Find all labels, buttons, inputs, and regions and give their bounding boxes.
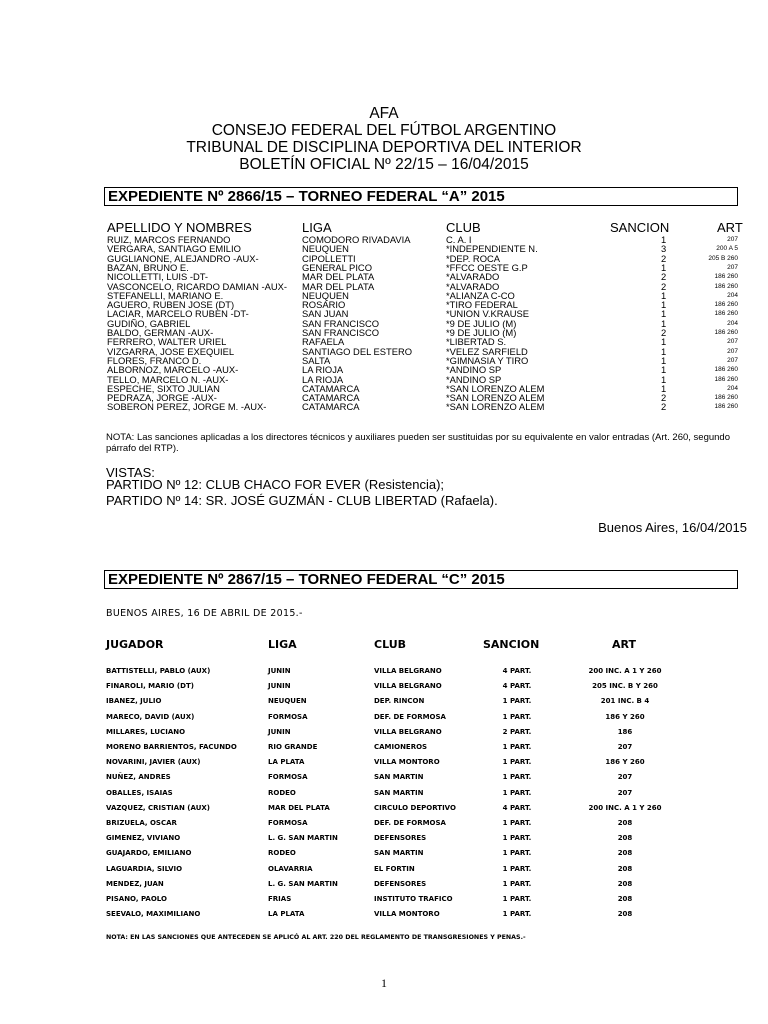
player-club: *FFCC OESTE G.P [446, 261, 528, 273]
player-name: GUAJARDO, EMILIANO [106, 849, 192, 858]
player-club: *DEP. ROCA [446, 252, 501, 264]
player-club: *ALIANZA C-CO [446, 289, 515, 301]
table-row [0, 665, 768, 677]
player-name: RUIZ, MARCOS FERNANDO [107, 234, 231, 245]
player-sancion: 1 [661, 261, 667, 273]
player-art: 207 [617, 743, 633, 751]
player-club: *9 DE JULIO (M) [446, 317, 517, 329]
player-liga: L. G. SAN MARTIN [268, 879, 338, 888]
player-name: VASCONCELO, RICARDO DAMIAN -AUX- [107, 280, 288, 292]
col-header-club-2: CLUB [374, 638, 407, 651]
player-sancion: 1 PART. [502, 743, 532, 751]
player-art: 208 [617, 864, 633, 873]
player-art: 205 INC. B Y 260 [592, 682, 658, 691]
player-art: 200 INC. A 1 Y 260 [588, 667, 662, 675]
vistas-label: VISTAS: [106, 465, 155, 480]
player-name: LACIAR, MARCELO RUBEN -DT- [107, 308, 249, 320]
player-art: 207 [727, 338, 738, 346]
player-sancion: 1 PART. [502, 879, 532, 888]
player-liga: RODEO [268, 849, 296, 858]
table-row [0, 756, 768, 768]
player-sancion: 1 PART. [502, 758, 532, 767]
player-name: GUDIÑO, GABRIEL [107, 317, 191, 329]
player-club: *SAN LORENZO ALEM [446, 401, 545, 413]
player-liga: CIPOLLETTI [302, 252, 356, 264]
table-row [0, 787, 768, 799]
player-name: SEEVALO, MAXIMILIANO [106, 910, 201, 919]
player-club: SAN MARTIN [374, 788, 424, 797]
player-club: VILLA BELGRANO [374, 727, 442, 736]
player-name: BAZAN, BRUNO E. [107, 261, 189, 273]
player-name: VAZQUEZ, CRISTIAN (AUX) [106, 803, 210, 812]
player-art: 200 INC. A 1 Y 260 [588, 803, 662, 812]
page-number: 1 [381, 976, 387, 990]
player-name: MARECO, DAVID (AUX) [106, 712, 195, 721]
player-sancion: 2 [661, 271, 667, 283]
player-club: DEF. DE FORMOSA [374, 712, 446, 721]
player-liga: SANTIAGO DEL ESTERO [302, 345, 413, 357]
player-club: *VELEZ SARFIELD [446, 345, 528, 357]
player-liga: CATAMARCA [302, 382, 360, 394]
header-consejo: CONSEJO FEDERAL DEL FÚTBOL ARGENTINO [211, 122, 557, 139]
col-header-sancion-2: SANCION [483, 638, 540, 651]
player-sancion: 1 PART. [502, 773, 532, 782]
table-row [0, 878, 768, 890]
player-name: LAGUARDIA, SILVIO [106, 864, 183, 873]
player-art: 208 [617, 895, 633, 903]
player-sancion: 4 PART. [502, 667, 532, 675]
vistas-partido-12: PARTIDO Nº 12: CLUB CHACO FOR EVER (Resistencia); [106, 477, 445, 492]
player-liga: COMODORO RIVADAVIA [302, 234, 411, 245]
player-art: 204 [727, 291, 738, 299]
player-liga: LA RIOJA [302, 364, 344, 376]
player-liga: MAR DEL PLATA [268, 803, 330, 812]
player-name: IBANEZ, JULIO [106, 697, 162, 706]
table-row [0, 832, 768, 844]
table-row [0, 847, 768, 859]
player-club: VILLA BELGRANO [374, 682, 442, 691]
player-club: VILLA MONTORO [374, 758, 440, 767]
table-row [0, 817, 768, 829]
player-art: 208 [617, 819, 633, 827]
player-name: OBALLES, ISAIAS [106, 788, 173, 797]
player-art: 200 A 5 [716, 245, 738, 253]
player-sancion: 1 PART. [502, 712, 532, 721]
player-sancion: 1 [661, 373, 667, 385]
player-club: *LIBERTAD S. [446, 336, 507, 348]
player-liga: JUNIN [268, 682, 291, 691]
player-art: 205 B 260 [708, 254, 738, 262]
player-art: 186 260 [714, 375, 738, 383]
player-club: *INDEPENDIENTE N. [446, 243, 538, 255]
player-club: CAMIONEROS [374, 743, 428, 751]
player-liga: CATAMARCA [302, 392, 360, 404]
player-art: 186 260 [714, 273, 738, 281]
col-header-liga-2: LIGA [268, 638, 297, 651]
player-art: 186 Y 260 [605, 712, 645, 721]
player-sancion: 1 PART. [502, 849, 532, 858]
player-art: 186 260 [714, 403, 738, 411]
player-club: SAN MARTIN [374, 849, 424, 858]
player-club: SAN MARTIN [374, 773, 424, 782]
player-liga: RODEO [268, 788, 296, 797]
player-liga: MAR DEL PLATA [302, 271, 375, 283]
player-sancion: 1 [661, 289, 667, 301]
player-art: 207 [617, 773, 633, 782]
player-art: 208 [617, 879, 633, 888]
player-art: 208 [617, 849, 633, 858]
col-header-art: ART [717, 220, 743, 235]
player-art: 207 [617, 788, 633, 797]
col-header-jugador: JUGADOR [106, 638, 164, 651]
note-sanciones: NOTA: Las sanciones aplicadas a los directores técnicos y auxiliares pueden ser sustituidas por su equivalente en valor entradas (Art. 260, segundo párrafo del RTP). [106, 432, 731, 454]
player-name: NICOLLETTI, LUIS -DT- [107, 271, 209, 283]
player-sancion: 2 [661, 252, 667, 264]
player-name: TELLO, MARCELO N. -AUX- [107, 373, 229, 385]
player-liga: SAN FRANCISCO [302, 317, 380, 329]
col-header-club: CLUB [446, 220, 481, 235]
player-sancion: 3 [661, 243, 667, 255]
player-name: MENDEZ, JUAN [106, 879, 164, 888]
table-row [0, 741, 768, 753]
player-liga: RAFAELA [302, 336, 345, 348]
player-sancion: 2 [661, 392, 667, 404]
player-art: 186 260 [714, 301, 738, 309]
player-sancion: 1 [661, 317, 667, 329]
player-sancion: 4 PART. [502, 803, 532, 812]
player-sancion: 1 PART. [502, 788, 532, 797]
player-club: *9 DE JULIO (M) [446, 327, 517, 338]
player-liga: NEUQUEN [302, 243, 349, 255]
table-row [0, 802, 768, 814]
player-liga: L. G. SAN MARTIN [268, 834, 338, 843]
table-row [0, 726, 768, 738]
player-art: 204 [727, 384, 738, 392]
player-sancion: 2 PART. [502, 727, 532, 736]
player-name: NOVARINI, JAVIER (AUX) [106, 758, 201, 767]
player-sancion: 1 PART. [502, 895, 532, 903]
player-club: *TIRO FEDERAL [446, 299, 518, 311]
header-boletin: BOLETÍN OFICIAL Nº 22/15 – 16/04/2015 [239, 156, 529, 173]
player-name: FLORES, FRANCO D. [107, 354, 202, 366]
table-row [0, 863, 768, 875]
header-afa: AFA [369, 105, 399, 122]
vistas-partido-14: PARTIDO Nº 14: SR. JOSÉ GUZMÁN - CLUB LIBERTAD (Rafaela). [106, 493, 498, 508]
player-name: GIMENEZ, VIVIANO [106, 834, 181, 843]
player-name: STEFANELLI, MARIANO E. [107, 289, 224, 301]
player-sancion: 1 [661, 336, 667, 348]
player-sancion: 4 PART. [502, 682, 532, 691]
player-club: *GIMNASIA Y TIRO [446, 354, 529, 366]
col-header-apellido: APELLIDO Y NOMBRES [107, 220, 252, 235]
player-club: VILLA BELGRANO [374, 667, 442, 675]
player-club: *SAN LORENZO ALEM [446, 382, 545, 394]
player-club: *UNION V.KRAUSE [446, 308, 530, 320]
player-liga: CATAMARCA [302, 401, 360, 413]
player-club: *ALVARADO [446, 271, 500, 283]
player-sancion: 1 [661, 382, 667, 394]
player-name: ALBORNOZ, MARCELO -AUX- [107, 364, 239, 376]
player-liga: FRIAS [268, 895, 292, 903]
expediente-2866-title: EXPEDIENTE Nº 2866/15 – TORNEO FEDERAL “A” 2015 [104, 187, 738, 206]
player-liga: LA PLATA [268, 910, 305, 919]
player-liga: LA PLATA [268, 758, 305, 767]
player-sancion: 1 PART. [502, 910, 532, 919]
player-club: DEFENSORES [374, 834, 427, 843]
player-name: BRIZUELA, OSCAR [106, 819, 177, 827]
player-club: *ALVARADO [446, 280, 500, 292]
player-club: VILLA MONTORO [374, 910, 440, 919]
player-art: 186 260 [714, 366, 738, 374]
player-name: MILLARES, LUCIANO [106, 727, 186, 736]
player-art: 201 INC. B 4 [600, 697, 650, 706]
player-sancion: 1 [661, 299, 667, 311]
player-liga: SAN FRANCISCO [302, 327, 380, 338]
player-sancion: 1 [661, 354, 667, 366]
player-name: ESPECHE, SIXTO JULIAN [107, 382, 220, 394]
player-art: 186 260 [714, 329, 738, 336]
player-sancion: 1 PART. [502, 819, 532, 827]
player-sancion: 1 [661, 345, 667, 357]
player-club: EL FORTIN [374, 864, 415, 873]
player-liga: FORMOSA [268, 819, 308, 827]
col-header-liga: LIGA [302, 220, 332, 235]
col-header-sancion: SANCION [610, 220, 670, 235]
player-club: *SAN LORENZO ALEM [446, 392, 545, 404]
table-row [0, 893, 768, 905]
player-art: 207 [727, 356, 738, 364]
player-name: PEDRAZA, JORGE -AUX- [107, 392, 217, 404]
player-liga: MAR DEL PLATA [302, 280, 375, 292]
player-club: *ANDINO SP [446, 373, 502, 385]
place-date-1: Buenos Aires, 16/04/2015 [598, 520, 747, 535]
player-club: *ANDINO SP [446, 364, 502, 376]
player-art: 186 260 [714, 282, 738, 290]
table-row [0, 680, 768, 692]
player-sancion: 2 [661, 280, 667, 292]
player-art: 208 [617, 834, 633, 843]
player-liga: RIO GRANDE [268, 743, 318, 751]
player-art: 186 260 [714, 310, 738, 318]
player-club: DEP. RINCON [374, 697, 425, 706]
table-row [0, 908, 768, 920]
player-club: DEF. DE FORMOSA [374, 819, 446, 827]
player-liga: GENERAL PICO [302, 261, 372, 273]
player-liga: NEUQUEN [302, 289, 349, 301]
player-sancion: 2 [661, 327, 667, 338]
place-date-2: BUENOS AIRES, 16 DE ABRIL DE 2015.- [106, 608, 303, 619]
header-tribunal: TRIBUNAL DE DISCIPLINA DEPORTIVA DEL INTERIOR [186, 139, 582, 156]
player-name: FINAROLI, MARIO (DT) [106, 682, 194, 691]
col-header-art-2: ART [612, 638, 636, 651]
table-row [0, 402, 768, 412]
player-sancion: 1 PART. [502, 834, 532, 843]
player-art: 186 260 [714, 394, 738, 402]
player-sancion: 2 [661, 401, 667, 413]
player-sancion: 1 [661, 234, 667, 245]
player-sancion: 1 PART. [502, 864, 532, 873]
player-sancion: 1 [661, 308, 667, 320]
table-row [0, 695, 768, 707]
player-sancion: 1 [661, 364, 667, 376]
player-liga: FORMOSA [268, 712, 308, 721]
player-name: FERRERO, WALTER URIEL [107, 336, 227, 348]
player-name: BATTISTELLI, PABLO (AUX) [106, 667, 211, 675]
player-liga: LA RIOJA [302, 373, 344, 385]
player-art: 207 [727, 263, 738, 271]
player-club: C. A. I [446, 234, 472, 245]
player-liga: ROSARIO [302, 299, 346, 311]
player-liga: NEUQUEN [268, 697, 307, 706]
player-art: 208 [617, 910, 633, 919]
player-art: 186 Y 260 [605, 758, 645, 767]
player-name: SOBERON PEREZ, JORGE M. -AUX- [107, 401, 267, 413]
player-name: BALDO, GERMAN -AUX- [107, 327, 214, 338]
player-art: 207 [727, 236, 738, 243]
player-club: INSTITUTO TRAFICO [374, 895, 453, 903]
player-name: VERGARA, SANTIAGO EMILIO [107, 243, 241, 255]
player-liga: FORMOSA [268, 773, 308, 782]
table-row [0, 771, 768, 783]
player-name: AGUERO, RUBEN JOSE (DT) [107, 299, 235, 311]
note-transgresiones: NOTA: EN LAS SANCIONES QUE ANTECEDEN SE APLICÓ AL ART. 220 DEL REGLAMENTO DE TRANSGRESIONES Y PENAS.- [106, 934, 526, 941]
expediente-2867-title: EXPEDIENTE Nº 2867/15 – TORNEO FEDERAL “C” 2015 [104, 570, 738, 589]
player-liga: JUNIN [268, 727, 291, 736]
player-art: 186 [617, 727, 633, 736]
player-name: VIZGARRA, JOSE EXEQUIEL [107, 345, 235, 357]
player-liga: SAN JUAN [302, 308, 349, 320]
player-name: MORENO BARRIENTOS, FACUNDO [106, 743, 237, 751]
table-row [0, 711, 768, 723]
player-name: NUÑEZ, ANDRES [106, 773, 171, 782]
player-club: CIRCULO DEPORTIVO [374, 803, 456, 812]
player-liga: SALTA [302, 354, 331, 366]
player-name: PISANO, PAOLO [106, 895, 167, 903]
player-art: 207 [727, 347, 738, 355]
player-liga: JUNIN [268, 667, 291, 675]
player-liga: OLAVARRIA [268, 864, 313, 873]
player-sancion: 1 PART. [502, 697, 532, 706]
player-art: 204 [727, 319, 738, 327]
player-club: DEFENSORES [374, 879, 427, 888]
player-name: GUGLIANONE, ALEJANDRO -AUX- [107, 252, 259, 264]
